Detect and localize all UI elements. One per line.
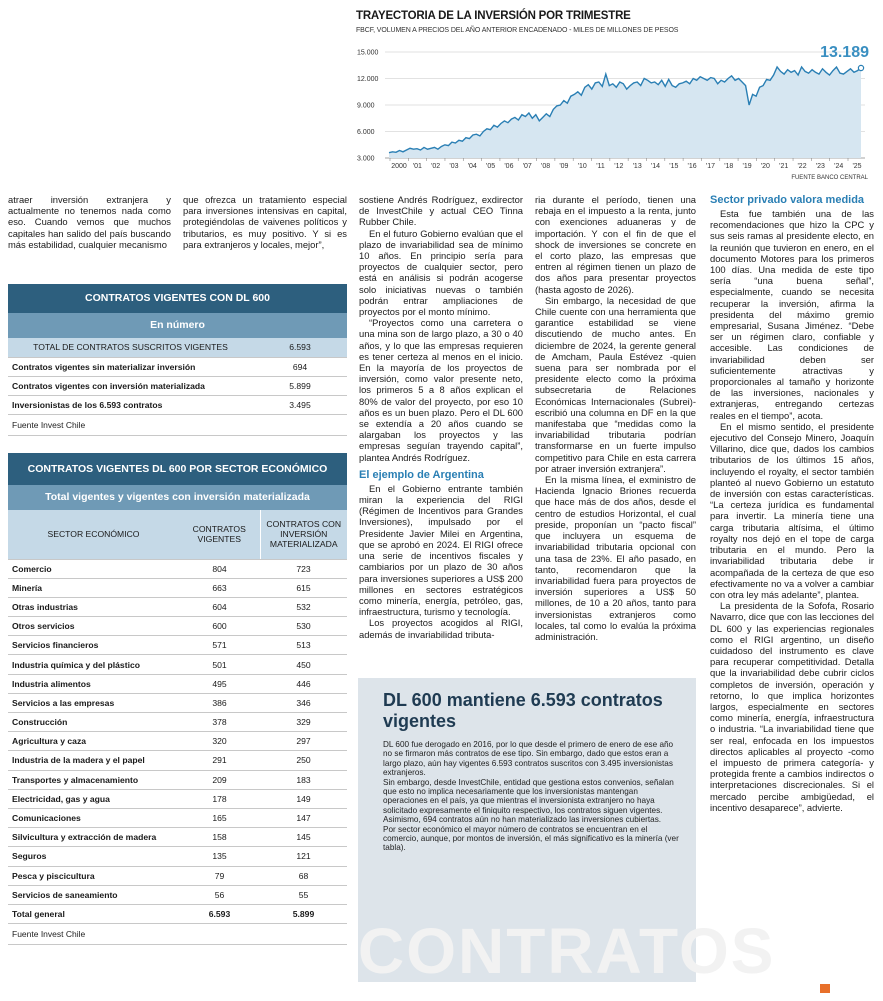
table-row: Contratos vigentes con inversión materializada 5.899 (8, 376, 347, 395)
watermark: CONTRATOS (358, 915, 776, 987)
column-header-vigentes: CONTRATOS VIGENTES (179, 510, 260, 559)
table-row: Comercio 804 723 (8, 559, 347, 578)
x-tick-label: '08 (540, 163, 551, 170)
x-tick-label: '01 (412, 163, 422, 170)
section-heading: Sector privado valora medida (710, 194, 865, 206)
paragraph: sostiene Andrés Rodríguez, exdirector de InvestChile y actual CEO Tinna Rubber Chile. (359, 194, 523, 228)
x-tick-label: 2000 (391, 163, 407, 170)
table-row: Industria alimentos 495 446 (8, 674, 347, 693)
table2-title: CONTRATOS VIGENTES DL 600 POR SECTOR ECONÓMICO (8, 453, 347, 485)
table-row: Industria química y del plástico 501 450 (8, 655, 347, 674)
table-row: Seguros 135 121 (8, 847, 347, 866)
table-row: Minería 663 615 (8, 578, 347, 597)
column-header-materializada: CONTRATOS CON INVERSIÓN MATERIALIZADA (260, 510, 347, 559)
paragraph: Sin embargo, desde InvestChile, entidad que gestiona estos convenios, señalan que esto no implica necesariamente que los inversionistas mantengan operaciones en el país, ya que mientras el inversionista extranjero no haya solicitado expresamente el finiquito respectivo, los contratos siguen vigentes. Asimismo, 694 contratos aún no han materializado las inversiones cubiertas. (383, 777, 674, 825)
table-row: Comunicaciones 165 147 (8, 808, 347, 827)
last-value-marker (858, 65, 863, 70)
x-tick-label: '10 (577, 163, 587, 170)
x-tick-label: '15 (669, 163, 679, 170)
table-row: Construcción 378 329 (8, 713, 347, 732)
x-tick-label: '23 (815, 163, 825, 170)
y-tick-label: 9.000 (357, 102, 375, 110)
x-tick-label: '17 (705, 163, 716, 170)
x-tick-label: '24 (834, 163, 844, 170)
y-tick-label: 12.000 (357, 76, 379, 83)
table-row: TOTAL DE CONTRATOS SUSCRITOS VIGENTES 6.593 (8, 338, 347, 357)
table-row: Servicios financieros 571 513 (8, 636, 347, 655)
section-heading: El ejemplo de Argentina (359, 468, 484, 481)
paragraph: En el mismo sentido, el presidente ejecutivo del Consejo Minero, Joaquín Villarino, dice que, dados los cambios tributarios de los últimos 15 años, incluyendo el royalty, el sector también planteó al nuevo Gobierno un estatuto de inversión con estas características. “La certeza jurídica es fundamental para invertir. La minería tiene una carga tributaria altísima, el último royalty nos dejó en el tope de carga tributaria en el mundo. Pero la invariabilidad tributaria debe ir acompañada de la certeza de que eso efectivamente no va a volver a cambiar con otra ley más adelante”, plantea. (710, 420, 874, 600)
table-row: Agricultura y caza 320 297 (8, 732, 347, 751)
x-tick-label: '11 (596, 163, 605, 170)
last-value-callout: 13.189 (820, 44, 869, 61)
x-tick-label: '19 (742, 163, 752, 170)
series-area (389, 67, 861, 158)
intro-text-2: que ofrezca un tratamiento especial para inversiones intensivas en capital, protegiéndolas de vaivenes políticos y tributarios, es muy positivo. Y si es para extranjeros y locales, mejor”, (183, 194, 347, 250)
table-row: Industria de la madera y el papel 291 250 (8, 751, 347, 770)
paragraph: “Proyectos como una carretera o una mina son de largo plazo, a 30 o 40 años, y lo que las empresas requieren es tener certeza al menos en el inicio. En la mayoría de los proyectos de inversión, como valor presente neto, los primeros 5 a 8 años explican el 80% de valor del proyecto, por eso 10 años es un buen plazo. Pero el DL 600 se extendía a 20 años cuando se alargaban los proyectos y las empresas seguían trayendo capital”, plantea Andrés Rodríguez. (359, 317, 523, 463)
intro-text-1: atraer inversión extranjera y actualmente no tenemos nada como eso. Cuando vemos que muchos capitales han salido del país buscando más estabilidad, cualquier mecanismo (8, 194, 171, 250)
paragraph: DL 600 fue derogado en 2016, por lo que desde el primero de enero de ese año no se firmaron más contratos de ese tipo. Sin embargo, dado que estos eran a largo plazo, aún hay vigentes 6.593 contratos suscritos con 3.495 inversionistas extranjeros. (383, 740, 674, 778)
paragraph: Los proyectos acogidos al RIGI, además de invariabilidad tributa- (359, 617, 523, 640)
intro-column-1 (8, 194, 171, 250)
table-row: Servicios de saneamiento 56 55 (8, 885, 347, 904)
table1-subtitle: En número (8, 313, 347, 338)
article-column-4 (535, 194, 696, 642)
x-tick-label: '13 (632, 163, 642, 170)
chart-title: TRAYECTORIA DE LA INVERSIÓN POR TRIMESTRE (356, 10, 631, 22)
paragraph: Esta fue también una de las recomendaciones que hizo la CPC y sus seis ramas al presidente electo, en la reunión que tuvieron en enero, en el documento Motores para los primeros 100 días. Una medida de este tipo sería “una buena señal”, especialmente, cuando se necesita recuperar la inversión, afirma la presidenta del máximo gremio empresarial, Susana Jiménez. “Debe ser un régimen claro, confiable y accesible. Las condiciones de invariabilidad deben ser suficientemente atractivas y proporcionales al tamaño y horizonte de las inversiones, nacionales y extranjeras, entregando certezas reales en el tiempo”, acota. (710, 208, 874, 421)
table-row: Pesca y piscicultura 79 68 (8, 866, 347, 885)
paragraph: Por sector económico el mayor número de contratos se encuentran en el comercio, aunque, por montos de inversión, el más significativo es la minería (ver tabla). (383, 824, 679, 853)
article-column-5 (710, 194, 874, 813)
contracts-summary-table (8, 284, 347, 436)
x-tick-label: '05 (486, 163, 496, 170)
table2-source: Fuente Invest Chile (8, 924, 347, 945)
y-tick-label: 3.000 (357, 155, 375, 163)
paragraph: La presidenta de la Sofofa, Rosario Navarro, dice que con las lecciones del DL 600 y las experiencias regionales como el RIGI argentino, un diseño cuidadoso del instrumento es clave para recuperar competitividad. Detalla que la invariabilidad debe cubrir ciclos completos de inversión, operación y retorno, lo que implica horizontes largos, especialmente en sectores como minería, energía, infraestructura o industria. “La invariabilidad tiene que ser real, enfocada en los impuestos directos aplicables al proyecto -como el impuesto de primera categoría- y protegida frente a cambios indirectos o interpretaciones discrecionales. Si el mercado percibe ambigüedad, el incentivo desaparece”, advierte. (710, 600, 874, 813)
x-tick-label: '18 (724, 163, 734, 170)
article-column-3 (359, 194, 523, 640)
paragraph: ria durante el período, tienen una rebaja en el impuesto a la renta, junto con exenciones aduaneras y de importación. Y con el fin de que el shock de inversiones se concrete en el corto plazo, las empresas que entren al régimen tienen un plazo de dos años para presentar proyectos (hasta agosto de 2026). (535, 194, 696, 295)
chart-source: FUENTE BANCO CENTRAL (791, 175, 868, 180)
table1-source: Fuente Invest Chile (8, 415, 347, 436)
table-row: Electricidad, gas y agua 178 149 (8, 789, 347, 808)
table1-title: CONTRATOS VIGENTES CON DL 600 (8, 284, 347, 313)
contracts-by-sector-table (8, 453, 347, 945)
x-tick-label: '21 (779, 163, 789, 170)
x-tick-label: '22 (797, 163, 807, 170)
table-row: Transportes y almacenamiento 209 183 (8, 770, 347, 789)
sidebar-box (358, 678, 776, 987)
paragraph: En la misma línea, el exministro de Hacienda Ignacio Briones recuerda que hace más de dos años, desde el centro de estudios Horizontal, el cual preside, proponían un “pacto fiscal” que incluyera un esquema de invariabilidad tributaria opcional con una tasa de 23%. El año pasado, en tanto, recomendaron que la invariabilidad fuera para proyectos de inversión superiores a US$ 50 millones, de 10 a 20 años, tanto para inversionistas extranjeros como locales, tal como lo evalúa la próxima administración. (535, 474, 696, 642)
intro-column-2 (183, 194, 347, 250)
table-row: Silvicultura y extracción de madera 158 145 (8, 828, 347, 847)
table-row: Servicios a las empresas 386 346 (8, 693, 347, 712)
table-row: Inversionistas de los 6.593 contratos 3.495 (8, 396, 347, 415)
column-header-sector: SECTOR ECONÓMICO (8, 510, 179, 559)
box-body (383, 740, 679, 853)
x-tick-label: '25 (852, 163, 862, 170)
paragraph: Sin embargo, la necesidad de que Chile cuente con una herramienta que garantice estabilidad se viene discutiendo de mucho antes. En diciembre de 2024, la gerente general de Amcham, Paula Estévez -quien suena para ser nombrada por el presidente electo como la próxima subsecretaria de Relaciones Económicas Internacionales (Subrei)- escribió una columna en DF en la que manifestaba que “medidas como la invariabilidad tributaria podrían transformarse en un fuerte impulso competitivo para Chile en esta carrera por atraer inversión extranjera”. (535, 294, 696, 474)
x-tick-label: '20 (760, 163, 770, 170)
x-tick-label: '12 (614, 163, 624, 170)
y-tick-label: 15.000 (357, 49, 379, 57)
y-tick-label: 6.000 (357, 129, 375, 136)
x-tick-label: '14 (650, 163, 661, 170)
x-tick-label: '06 (504, 163, 514, 170)
x-tick-label: '09 (559, 163, 569, 170)
paragraph: En el futuro Gobierno evalúan que el plazo de invariabilidad sea de mínimo 10 años. En principio sería para proyectos de cualquier sector, pero está en análisis si podrán acogerse solo iniciativas nuevas o también podrán entrar ampliaciones de proyectos por el monto mínimo. (359, 227, 523, 318)
paragraph: En el Gobierno entrante también miran la experiencia del RIGI (Régimen de Incentivos para Grandes Inversiones), impulsado por el Presidente Javier Milei en Argentina, que se aprobó en 2024. El RIGI ofrece una serie de incentivos fiscales y cambiarios por un plazo de 30 años para inversiones superiores a US$ 200 millones en sectores estratégicos como minería, energía, petróleo, gas, infraestructura, turismo y tecnología. (359, 482, 523, 618)
x-tick-label: '02 (431, 163, 441, 170)
table-row: Otras industrias 604 532 (8, 597, 347, 616)
table-row: Otros servicios 600 530 (8, 617, 347, 636)
chart-subtitle: FBCF, VOLUMEN A PRECIOS DEL AÑO ANTERIOR ENCADENADO - MILES DE MILLONES DE PESOS (356, 27, 679, 34)
box-title: DL 600 mantiene 6.593 contratos vigentes (383, 690, 663, 731)
table-row: Contratos vigentes sin materializar inversión 694 (8, 357, 347, 376)
table-header-row (8, 510, 347, 559)
investment-line-chart (355, 40, 875, 180)
table-total-row: Total general 6.593 5.899 (8, 904, 347, 923)
x-tick-label: '03 (449, 163, 459, 170)
table2-subtitle: Total vigentes y vigentes con inversión materializada (8, 485, 347, 510)
x-tick-label: '16 (687, 163, 697, 170)
x-tick-label: '04 (467, 163, 477, 170)
end-mark-icon (820, 984, 830, 993)
x-tick-label: '07 (522, 163, 532, 170)
